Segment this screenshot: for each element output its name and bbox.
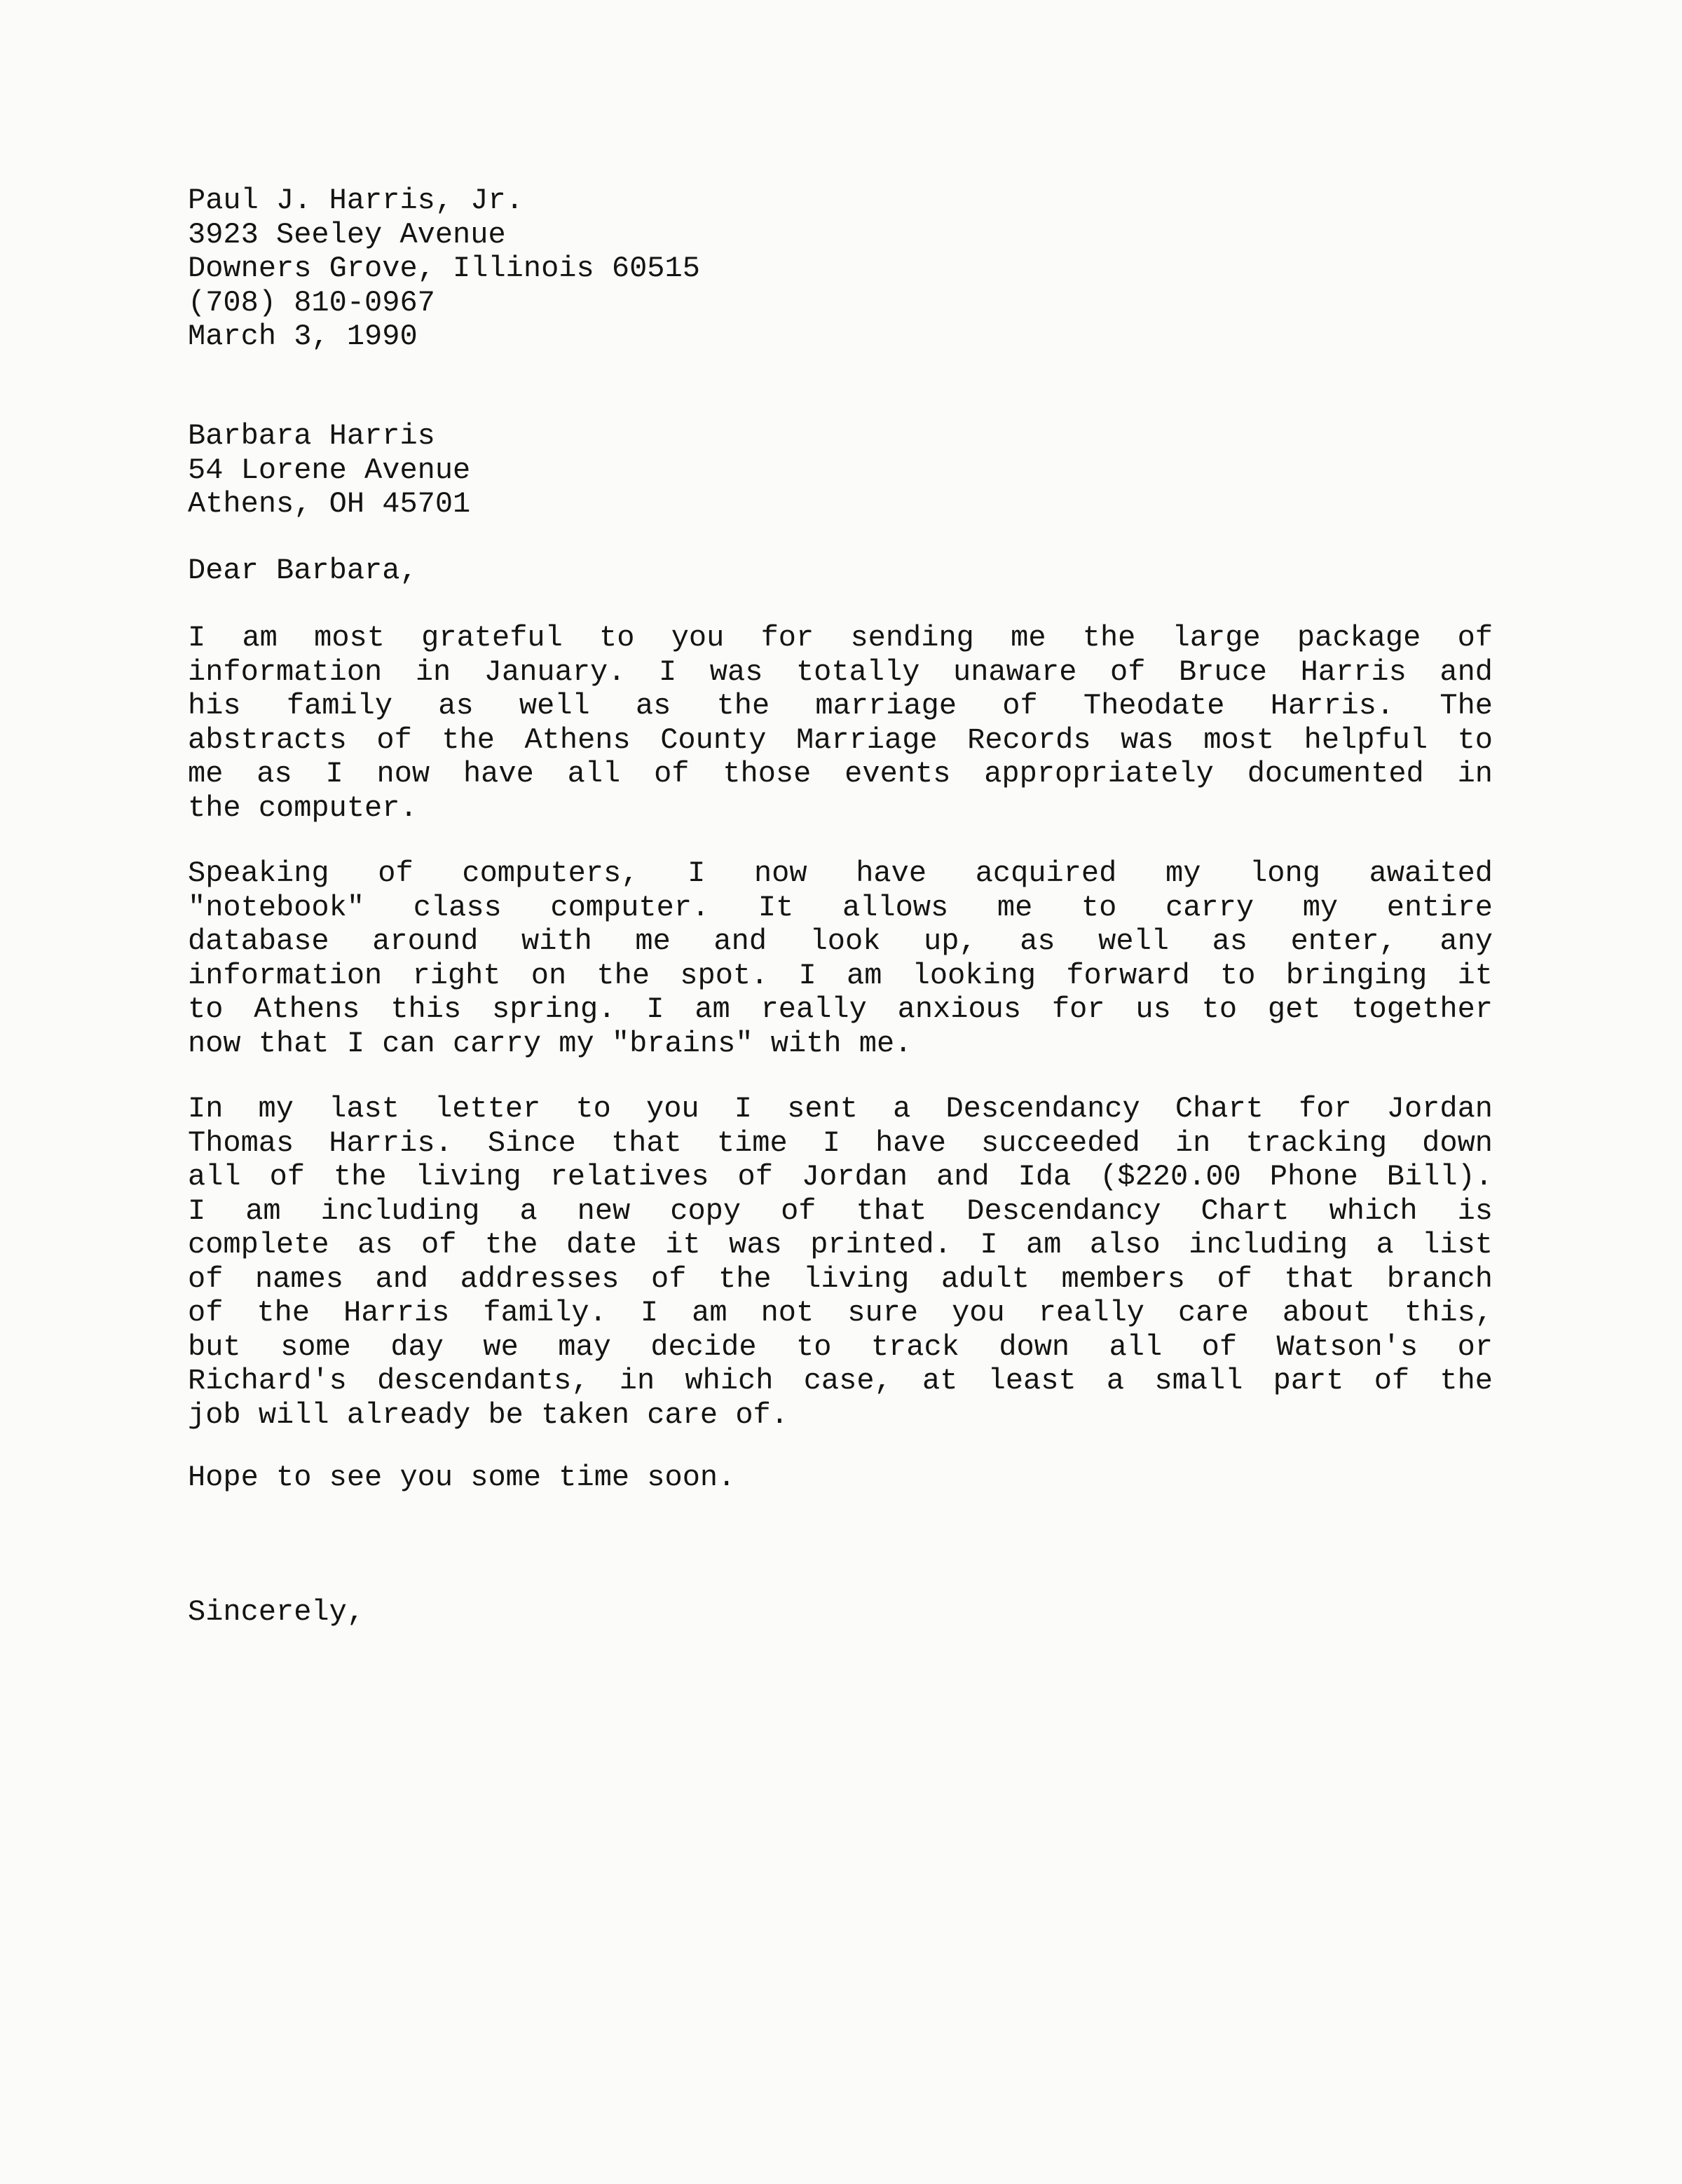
paragraph-line: information in January. I was totally unaware of Bruce Harris and <box>188 655 1493 689</box>
paragraph-line: all of the living relatives of Jordan and Ida ($220.00 Phone Bill). <box>188 1160 1493 1194</box>
paragraph-line: the computer. <box>188 791 418 825</box>
valediction <box>188 1595 364 1630</box>
recipient-street: 54 Lorene Avenue <box>188 453 471 487</box>
body-paragraph-3 <box>188 1092 1493 1432</box>
paragraph-line: now that I can carry my "brains" with me. <box>188 1026 912 1060</box>
paragraph-line: but some day we may decide to track down all of Watson's or <box>188 1330 1493 1364</box>
valediction-text: Sincerely, <box>188 1595 365 1629</box>
recipient-name: Barbara Harris <box>188 419 435 453</box>
closing-line-text: Hope to see you some time soon. <box>188 1461 736 1494</box>
paragraph-line: Speaking of computers, I now have acquired my long awaited <box>188 856 1493 890</box>
body-paragraph-1 <box>188 621 1493 825</box>
sender-name: Paul J. Harris, Jr. <box>188 184 524 217</box>
paragraph-line: abstracts of the Athens County Marriage Records was most helpful to <box>188 723 1493 757</box>
paragraph-line: I am most grateful to you for sending me the large package of <box>188 621 1493 655</box>
paragraph-line: Thomas Harris. Since that time I have succeeded in tracking down <box>188 1126 1493 1160</box>
salutation-text: Dear Barbara, <box>188 554 418 587</box>
paragraph-line: database around with me and look up, as well as enter, any <box>188 924 1493 958</box>
paragraph-line: "notebook" class computer. It allows me to carry my entire <box>188 890 1493 924</box>
sender-phone: (708) 810-0967 <box>188 285 435 320</box>
paragraph-line: me as I now have all of those events appropriately documented in <box>188 757 1493 791</box>
paragraph-line: complete as of the date it was printed. I am also including a list <box>188 1228 1493 1262</box>
salutation <box>188 554 418 588</box>
paragraph-line: of names and addresses of the living adult members of that branch <box>188 1262 1493 1296</box>
paragraph-line: of the Harris family. I am not sure you really care about this, <box>188 1296 1493 1330</box>
sender-address-block <box>188 184 700 354</box>
sender-city-state-zip: Downers Grove, Illinois 60515 <box>188 252 700 285</box>
letter-date: March 3, 1990 <box>188 320 418 353</box>
paragraph-line: to Athens this spring. I am really anxious for us to get together <box>188 992 1493 1026</box>
closing-line <box>188 1461 735 1495</box>
paragraph-line: job will already be taken care of. <box>188 1398 788 1432</box>
body-paragraph-2 <box>188 856 1493 1060</box>
paragraph-line: I am including a new copy of that Descendancy Chart which is <box>188 1194 1493 1228</box>
paragraph-line: information right on the spot. I am looking forward to bringing it <box>188 958 1493 992</box>
paragraph-line: Richard's descendants, in which case, at least a small part of the <box>188 1364 1493 1398</box>
recipient-address-block <box>188 419 470 521</box>
sender-street: 3923 Seeley Avenue <box>188 217 506 252</box>
recipient-city-state-zip: Athens, OH 45701 <box>188 487 471 521</box>
paragraph-line: his family as well as the marriage of Theodate Harris. The <box>188 689 1493 723</box>
paragraph-line: In my last letter to you I sent a Descendancy Chart for Jordan <box>188 1092 1493 1126</box>
